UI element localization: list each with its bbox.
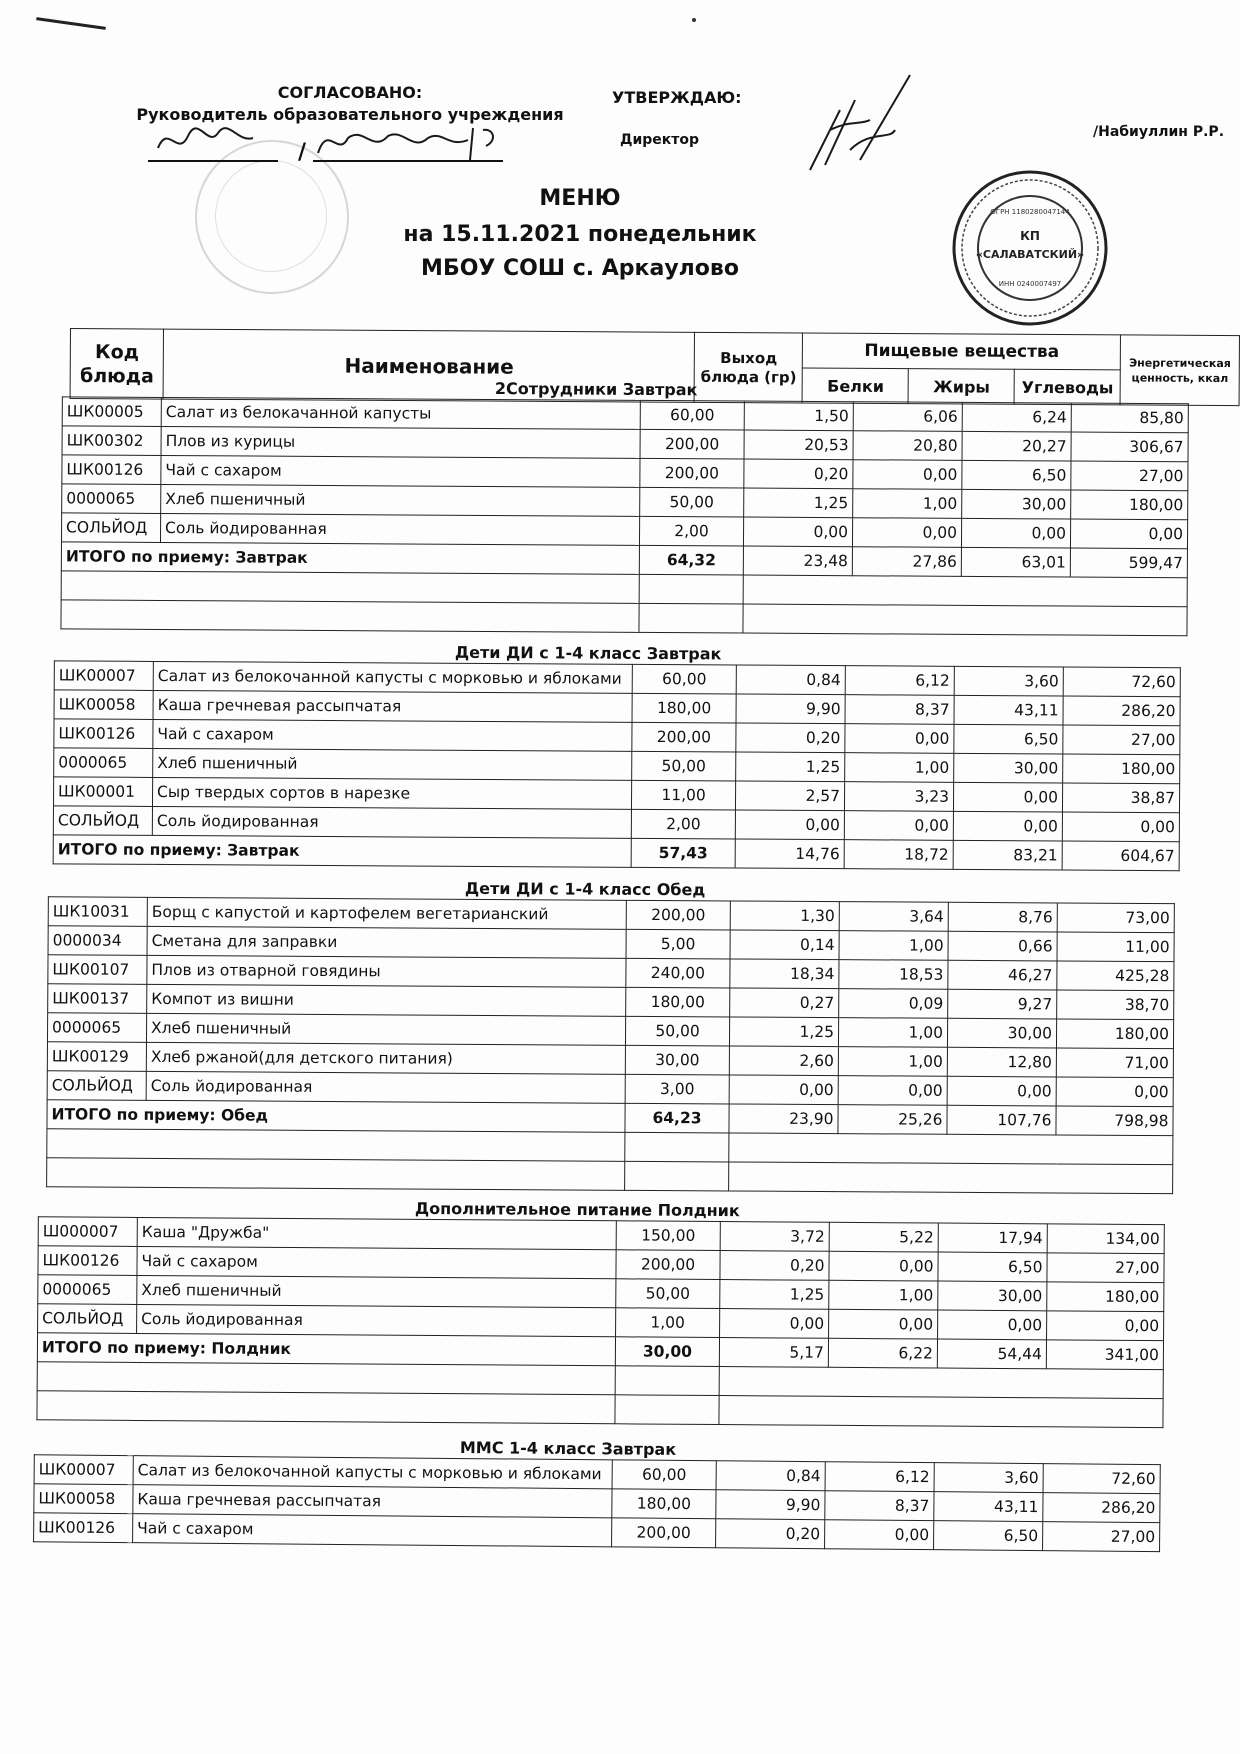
stamp-inn: ИНН 0240007497 <box>998 280 1062 288</box>
blank-cell <box>729 1162 1173 1194</box>
document-title <box>360 184 800 286</box>
dish-yield: 50,00 <box>625 1016 729 1046</box>
carbs-value: 12,80 <box>947 1047 1056 1077</box>
director-name: /Набиуллин Р.Р. <box>1093 124 1225 140</box>
blank-row <box>47 1158 1173 1194</box>
energy-value: 180,00 <box>1047 1282 1164 1312</box>
total-carbs: 107,76 <box>947 1105 1056 1135</box>
carbs-value: 30,00 <box>962 489 1071 519</box>
dish-code: СОЛЬЙОД <box>38 1304 137 1334</box>
protein-value: 1,25 <box>720 1280 829 1310</box>
blank-cell <box>61 571 639 604</box>
blank-cell <box>719 1367 1163 1399</box>
total-fat: 6,22 <box>828 1338 937 1368</box>
dish-name: Салат из белокочанной капусты с морковью и яблоками <box>133 1456 612 1489</box>
dish-name: Чай с сахаром <box>161 455 640 487</box>
carbs-value: 0,00 <box>961 518 1070 548</box>
slash-separator: / <box>298 140 307 165</box>
total-protein: 5,17 <box>719 1338 828 1368</box>
protein-value: 0,20 <box>720 1251 829 1281</box>
fat-value: 0,00 <box>853 460 962 490</box>
fat-value: 1,00 <box>853 489 962 519</box>
dish-yield: 60,00 <box>612 1460 716 1490</box>
energy-value: 73,00 <box>1057 903 1174 933</box>
dish-name: Каша гречневая рассыпчатая <box>133 1485 612 1518</box>
scan-mark <box>36 17 106 30</box>
dish-code: ШК00126 <box>38 1246 137 1276</box>
dish-code: 0000065 <box>47 1013 146 1043</box>
signature-left <box>148 118 568 166</box>
blank-cell <box>743 575 1187 607</box>
protein-value: 0,84 <box>736 665 845 695</box>
blank-cell <box>47 1158 625 1191</box>
carbs-value: 6,50 <box>938 1252 1047 1282</box>
energy-value: 38,70 <box>1057 990 1174 1020</box>
dish-name: Чай с сахаром <box>153 719 632 751</box>
fat-value: 5,22 <box>829 1222 938 1252</box>
stamp-org-short: КП <box>1020 229 1040 243</box>
dish-name: Каша "Дружба" <box>137 1217 616 1249</box>
fat-value: 0,00 <box>825 1520 934 1550</box>
approval-right-role: Директор <box>620 132 700 148</box>
dish-yield: 50,00 <box>640 487 744 517</box>
carbs-value: 30,00 <box>947 1018 1056 1048</box>
dish-code: 0000065 <box>62 484 161 514</box>
section-title: 2Сотрудники Завтрак <box>494 379 698 400</box>
carbs-value: 0,00 <box>953 782 1062 812</box>
approval-left-heading: СОГЛАСОВАНО: <box>277 83 423 102</box>
protein-value: 3,72 <box>720 1222 829 1252</box>
dish-code: СОЛЬЙОД <box>47 1071 146 1101</box>
menu-section <box>0 640 1240 866</box>
dish-yield: 180,00 <box>632 693 736 723</box>
blank-cell <box>719 1396 1163 1428</box>
fat-value: 1,00 <box>838 1018 947 1048</box>
blank-cell <box>729 1133 1173 1165</box>
dish-yield: 180,00 <box>626 987 730 1017</box>
total-row <box>53 835 1179 871</box>
protein-value: 0,00 <box>735 810 844 840</box>
scan-dot <box>692 18 696 22</box>
dish-yield: 11,00 <box>631 780 735 810</box>
fat-value: 8,37 <box>845 695 954 725</box>
official-stamp-icon <box>950 168 1110 328</box>
fat-value: 0,09 <box>839 989 948 1019</box>
energy-value: 27,00 <box>1047 1253 1164 1283</box>
blank-cell <box>37 1391 615 1424</box>
col-fat: Жиры <box>908 369 1014 405</box>
director-signature-icon <box>800 70 920 180</box>
dish-code: Ш000007 <box>38 1217 137 1247</box>
dish-name: Салат из белокачанной капусты <box>161 397 640 429</box>
carbs-value: 6,50 <box>962 460 1071 490</box>
dish-yield: 50,00 <box>616 1279 720 1309</box>
dish-name: Хлеб пшеничный <box>137 1275 616 1307</box>
dish-yield: 180,00 <box>612 1489 716 1519</box>
energy-value: 27,00 <box>1063 725 1180 755</box>
carbs-value: 6,50 <box>954 724 1063 754</box>
dish-name: Салат из белокочанной капусты с морковью и яблоками <box>153 661 632 693</box>
title-date: на 15.11.2021 понедельник <box>403 222 757 247</box>
carbs-value: 43,11 <box>934 1492 1043 1522</box>
total-label: ИТОГО по приему: Полдник <box>37 1333 615 1366</box>
protein-value: 9,90 <box>716 1490 825 1520</box>
protein-value: 1,25 <box>744 488 853 518</box>
section-table <box>36 1216 1164 1428</box>
dish-name: Сыр твердых сортов в нарезке <box>152 777 631 809</box>
dish-name: Чай с сахаром <box>137 1246 616 1278</box>
dish-code: ШК00005 <box>62 397 161 427</box>
blank-cell <box>625 1161 729 1191</box>
dish-code: СОЛЬЙОД <box>53 806 152 836</box>
dish-yield: 200,00 <box>612 1518 716 1548</box>
dish-yield: 30,00 <box>625 1045 729 1075</box>
dish-code: ШК00058 <box>34 1484 133 1514</box>
dish-name: Хлеб пшеничный <box>153 748 632 780</box>
dish-yield: 200,00 <box>640 458 744 488</box>
total-fat: 18,72 <box>844 840 953 870</box>
protein-value: 0,20 <box>736 723 845 753</box>
dish-code: ШК00007 <box>54 661 153 691</box>
dish-yield: 5,00 <box>626 929 730 959</box>
dish-name: Каша гречневая рассыпчатая <box>153 690 632 722</box>
blank-row <box>61 600 1187 636</box>
dish-yield: 240,00 <box>626 958 730 988</box>
dish-code: ШК00001 <box>53 777 152 807</box>
section-title: Дополнительное питание Полдник <box>414 1198 740 1221</box>
total-fat: 27,86 <box>852 547 961 577</box>
dish-yield: 200,00 <box>616 1250 720 1280</box>
protein-value: 0,27 <box>730 988 839 1018</box>
dish-code: ШК00058 <box>54 690 153 720</box>
dish-name: Соль йодированная <box>152 806 631 838</box>
dish-code: ШК00137 <box>48 984 147 1014</box>
dish-yield: 3,00 <box>625 1074 729 1104</box>
fat-value: 3,64 <box>839 902 948 932</box>
title-menu: МЕНЮ <box>539 186 621 211</box>
dish-code: ШК00126 <box>54 719 153 749</box>
fat-value: 0,00 <box>829 1309 938 1339</box>
fat-value: 0,00 <box>845 724 954 754</box>
carbs-value: 46,27 <box>948 960 1057 990</box>
approval-left-role: Руководитель образовательного учреждения <box>136 105 564 124</box>
energy-value: 11,00 <box>1057 932 1174 962</box>
carbs-value: 0,00 <box>953 811 1062 841</box>
total-protein: 23,90 <box>729 1104 838 1134</box>
energy-value: 0,00 <box>1070 519 1187 549</box>
signature-line <box>148 160 278 162</box>
fat-value: 1,00 <box>829 1280 938 1310</box>
dish-name: Соль йодированная <box>146 1071 625 1103</box>
fat-value: 18,53 <box>839 960 948 990</box>
protein-value: 9,90 <box>736 694 845 724</box>
fat-value: 8,37 <box>825 1491 934 1521</box>
energy-value: 180,00 <box>1056 1019 1173 1049</box>
col-name: Наименование <box>163 329 694 402</box>
carbs-value: 30,00 <box>954 753 1063 783</box>
blank-cell <box>625 1132 729 1162</box>
blank-cell <box>639 603 743 633</box>
section-table <box>53 660 1181 871</box>
section-table <box>60 396 1188 636</box>
dish-code: 0000065 <box>38 1275 137 1305</box>
energy-value: 425,28 <box>1057 961 1174 991</box>
dish-yield: 2,00 <box>639 516 743 546</box>
blank-cell <box>615 1366 719 1396</box>
energy-value: 27,00 <box>1043 1522 1160 1552</box>
energy-value: 72,60 <box>1063 667 1180 697</box>
section-title: ММС 1-4 класс Завтрак <box>459 1438 677 1459</box>
fat-value: 1,00 <box>838 1047 947 1077</box>
dish-name: Плов из отварной говядины <box>147 955 626 987</box>
dish-code: ШК00129 <box>47 1042 146 1072</box>
protein-value: 18,34 <box>730 959 839 989</box>
dish-code: 0000065 <box>54 748 153 778</box>
dish-code: ШК00302 <box>62 426 161 456</box>
dish-code: ШК00126 <box>34 1513 133 1543</box>
protein-value: 20,53 <box>744 430 853 460</box>
fat-value: 1,00 <box>839 931 948 961</box>
dish-code: 0000034 <box>48 926 147 956</box>
energy-value: 85,80 <box>1071 403 1188 433</box>
carbs-value: 17,94 <box>938 1223 1047 1253</box>
total-fat: 25,26 <box>838 1105 947 1135</box>
carbs-value: 3,60 <box>954 666 1063 696</box>
dish-name: Борщ с капустой и картофелем вегетарианский <box>147 897 626 929</box>
fat-value: 0,00 <box>829 1251 938 1281</box>
energy-value: 134,00 <box>1047 1224 1164 1254</box>
menu-section <box>0 876 1240 1131</box>
protein-value: 0,14 <box>730 930 839 960</box>
dish-name: Плов из курицы <box>161 426 640 458</box>
total-yield: 30,00 <box>615 1337 719 1367</box>
energy-value: 180,00 <box>1063 754 1180 784</box>
blank-cell <box>615 1395 719 1425</box>
protein-value: 1,25 <box>729 1017 838 1047</box>
total-carbs: 54,44 <box>937 1339 1046 1369</box>
col-code: Код блюда <box>70 329 164 400</box>
dish-yield: 150,00 <box>616 1221 720 1251</box>
blank-cell <box>743 604 1187 636</box>
carbs-value: 3,60 <box>934 1463 1043 1493</box>
energy-value: 72,60 <box>1043 1464 1160 1494</box>
total-protein: 14,76 <box>735 839 844 869</box>
protein-value: 0,00 <box>743 517 852 547</box>
section-table <box>33 1454 1161 1552</box>
carbs-value: 30,00 <box>938 1281 1047 1311</box>
carbs-value: 9,27 <box>948 989 1057 1019</box>
section-table <box>46 896 1175 1194</box>
protein-value: 2,57 <box>735 781 844 811</box>
total-energy: 599,47 <box>1070 548 1187 578</box>
total-carbs: 83,21 <box>953 840 1062 870</box>
total-yield: 64,23 <box>625 1103 729 1133</box>
col-yield: Выход блюда (гр) <box>694 332 803 403</box>
total-energy: 341,00 <box>1046 1340 1163 1370</box>
blank-cell <box>61 600 639 633</box>
col-energy: Энергетическая ценность, ккал <box>1120 335 1239 406</box>
total-energy: 798,98 <box>1056 1106 1173 1136</box>
protein-value: 0,00 <box>720 1309 829 1339</box>
energy-value: 306,67 <box>1071 432 1188 462</box>
fat-value: 0,00 <box>838 1076 947 1106</box>
dish-name: Хлеб пшеничный <box>146 1013 625 1045</box>
total-yield: 64,32 <box>639 545 743 575</box>
total-yield: 57,43 <box>631 838 735 868</box>
section-title: Дети ДИ с 1-4 класс Обед <box>464 878 706 900</box>
dish-name: Хлеб ржаной(для детского питания) <box>146 1042 625 1074</box>
dish-name: Компот из вишни <box>147 984 626 1016</box>
dish-yield: 200,00 <box>626 900 730 930</box>
col-protein: Белки <box>802 368 908 404</box>
fat-value: 0,00 <box>844 811 953 841</box>
carbs-value: 6,50 <box>934 1521 1043 1551</box>
dish-yield: 1,00 <box>616 1308 720 1338</box>
fat-value: 1,00 <box>845 753 954 783</box>
protein-value: 1,25 <box>736 752 845 782</box>
fat-value: 6,06 <box>853 402 962 432</box>
dish-name: Соль йодированная <box>160 513 639 545</box>
fat-value: 6,12 <box>845 666 954 696</box>
protein-value: 0,20 <box>716 1519 825 1549</box>
dish-yield: 60,00 <box>640 400 744 430</box>
blank-cell <box>639 574 743 604</box>
energy-value: 38,87 <box>1062 783 1179 813</box>
total-label: ИТОГО по приему: Завтрак <box>61 542 639 575</box>
section-title: Дети ДИ с 1-4 класс Завтрак <box>454 642 722 664</box>
carbs-value: 43,11 <box>954 695 1063 725</box>
dish-yield: 200,00 <box>632 722 736 752</box>
fat-value: 20,80 <box>853 431 962 461</box>
energy-value: 180,00 <box>1071 490 1188 520</box>
approval-right-heading: УТВЕРЖДАЮ: <box>612 88 742 107</box>
energy-value: 27,00 <box>1071 461 1188 491</box>
dish-yield: 50,00 <box>632 751 736 781</box>
dish-code: СОЛЬЙОД <box>61 513 160 543</box>
dish-name: Чай с сахаром <box>133 1514 612 1547</box>
carbs-value: 0,00 <box>938 1310 1047 1340</box>
col-nutrients: Пищевые вещества <box>803 333 1121 370</box>
energy-value: 286,20 <box>1043 1493 1160 1523</box>
title-school: МБОУ СОШ с. Аркаулово <box>421 256 739 281</box>
carbs-value: 0,00 <box>947 1076 1056 1106</box>
menu-section <box>0 1434 1240 1547</box>
energy-value: 71,00 <box>1056 1048 1173 1078</box>
total-label: ИТОГО по приему: Завтрак <box>53 835 631 868</box>
total-energy: 604,67 <box>1062 841 1179 871</box>
carbs-value: 20,27 <box>962 431 1071 461</box>
dish-code: ШК10031 <box>48 897 147 927</box>
fat-value: 6,12 <box>825 1462 934 1492</box>
dish-yield: 200,00 <box>640 429 744 459</box>
dish-code: ШК00107 <box>48 955 147 985</box>
carbs-value: 6,24 <box>962 402 1071 432</box>
menu-section <box>0 1196 1240 1365</box>
dish-name: Соль йодированная <box>137 1304 616 1336</box>
protein-value: 0,00 <box>729 1075 838 1105</box>
col-carbs: Углеводы <box>1014 369 1120 405</box>
fat-value: 3,23 <box>844 782 953 812</box>
dish-yield: 2,00 <box>631 809 735 839</box>
fat-value: 0,00 <box>852 518 961 548</box>
total-protein: 23,48 <box>743 546 852 576</box>
protein-value: 2,60 <box>729 1046 838 1076</box>
dish-code: ШК00007 <box>34 1455 133 1485</box>
energy-value: 0,00 <box>1047 1311 1164 1341</box>
signature-name-line <box>313 160 503 162</box>
protein-value: 0,20 <box>744 459 853 489</box>
dish-yield: 60,00 <box>632 664 736 694</box>
total-carbs: 63,01 <box>961 547 1070 577</box>
protein-value: 0,84 <box>716 1461 825 1491</box>
blank-cell <box>37 1362 615 1395</box>
blank-cell <box>47 1129 625 1162</box>
stamp-ogrn: ОГРН 1180280047144 <box>990 208 1070 216</box>
protein-value: 1,50 <box>744 401 853 431</box>
carbs-value: 8,76 <box>948 902 1057 932</box>
energy-value: 286,20 <box>1063 696 1180 726</box>
protein-value: 1,30 <box>730 901 839 931</box>
stamp-org-name: «САЛАВАТСКИЙ» <box>975 248 1085 261</box>
carbs-value: 0,66 <box>948 931 1057 961</box>
dish-code: ШК00126 <box>62 455 161 485</box>
energy-value: 0,00 <box>1056 1077 1173 1107</box>
dish-name: Хлеб пшеничный <box>161 484 640 516</box>
energy-value: 0,00 <box>1062 812 1179 842</box>
total-label: ИТОГО по приему: Обед <box>47 1100 625 1133</box>
dish-name: Сметана для заправки <box>147 926 626 958</box>
